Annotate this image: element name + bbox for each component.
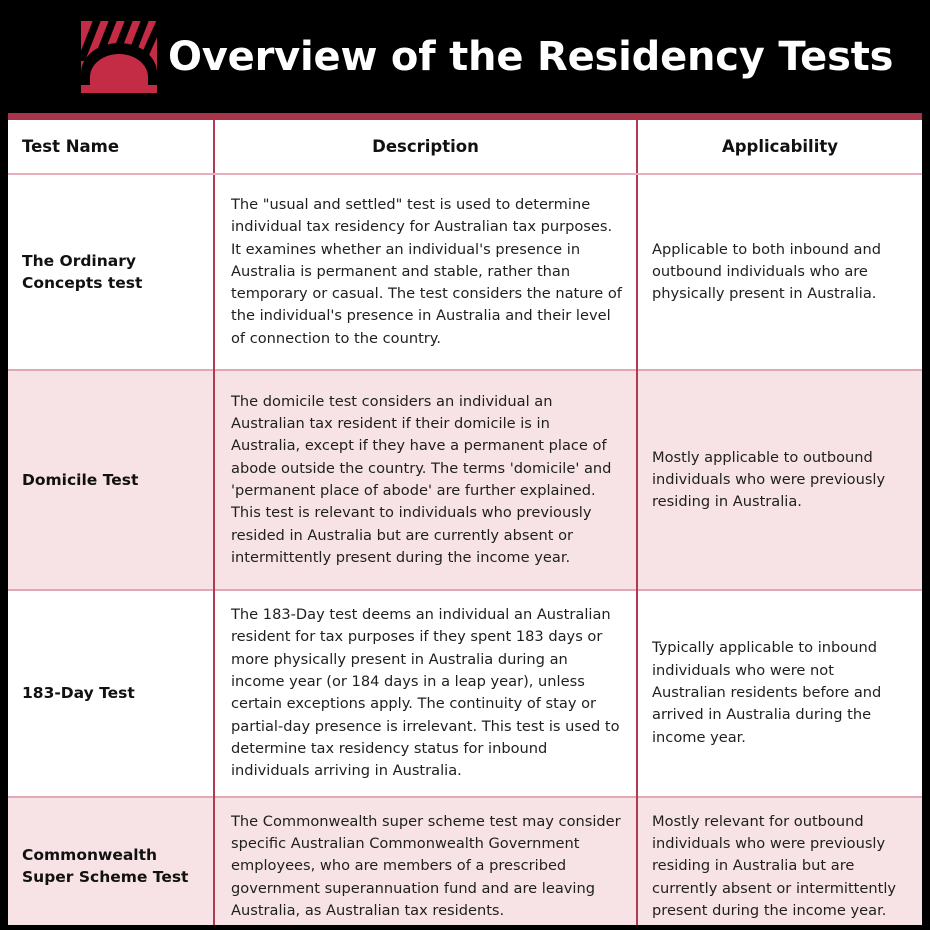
cell-description: The 183-Day test deems an individual an Australian resident for tax purposes if they spent 183 days or more physically present in Australia during an income year (or 184 days in a leap year), unless certain exceptions apply. The continuity of stay or partial-day presence is irrelevant. This test is used to determine tax residency status for inbound individuals arriving in Australia.: [214, 590, 637, 797]
table-head: [8, 120, 922, 174]
cell-applicability: Applicable to both inbound and outbound individuals who are physically present in Australia.: [652, 240, 881, 303]
table-row: [8, 797, 922, 925]
table-body: [8, 174, 922, 925]
table-row: [8, 174, 922, 370]
column-header-applicability: Applicability: [637, 120, 922, 174]
cell-description: The domicile test considers an individual an Australian tax resident if their domicile is in Australia, except if they have a permanent place of abode outside the country. The terms 'domicile' and 'permanent place of abode' are further explained. This test is relevant to individuals who previously resided in Australia but are currently absent or intermittently present during the income year.: [214, 370, 637, 590]
cell-description: The Commonwealth super scheme test may consider specific Australian Commonwealth Government employees, who are members of a prescribed government superannuation fund and are leaving Australia, as Australian tax residents.: [214, 797, 637, 925]
frame-edge-right: [922, 113, 930, 930]
page-title: Overview of the Residency Tests: [168, 33, 894, 80]
frame-edge-left: [0, 113, 8, 930]
page-header: [0, 0, 930, 113]
table-row: [8, 370, 922, 590]
cell-applicability: Mostly applicable to outbound individuals who were previously residing in Australia.: [652, 448, 886, 511]
header-accent-rule: [8, 113, 922, 120]
cell-applicability: Mostly relevant for outbound individuals who were previously residing in Australia but are currently absent or intermittently present during the income year.: [652, 812, 897, 919]
cell-test-name: Domicile Test: [8, 370, 214, 590]
table-header-row: [8, 120, 922, 174]
residency-tests-table: [8, 120, 922, 925]
cell-applicability: Typically applicable to inbound individuals who were not Australian residents before and arrived in Australia during the income year.: [652, 639, 882, 746]
cell-test-name: The Ordinary Concepts test: [8, 174, 214, 370]
residency-table-container: [8, 120, 922, 925]
cell-test-name: 183-Day Test: [8, 590, 214, 797]
frame-edge-bottom: [0, 925, 930, 930]
cell-description: The "usual and settled" test is used to determine individual tax residency for Australian tax purposes. It examines whether an individual's presence in Australia is permanent and stable, rather than temporary or casual. The test considers the nature of the individual's presence in Australia and their level of connection to the country.: [214, 174, 637, 370]
sunrise-stripes-logo: [81, 21, 157, 93]
column-header-test-name: Test Name: [8, 120, 214, 174]
cell-test-name: Commonwealth Super Scheme Test: [8, 797, 214, 925]
table-row: [8, 590, 922, 797]
column-header-description: Description: [214, 120, 637, 174]
